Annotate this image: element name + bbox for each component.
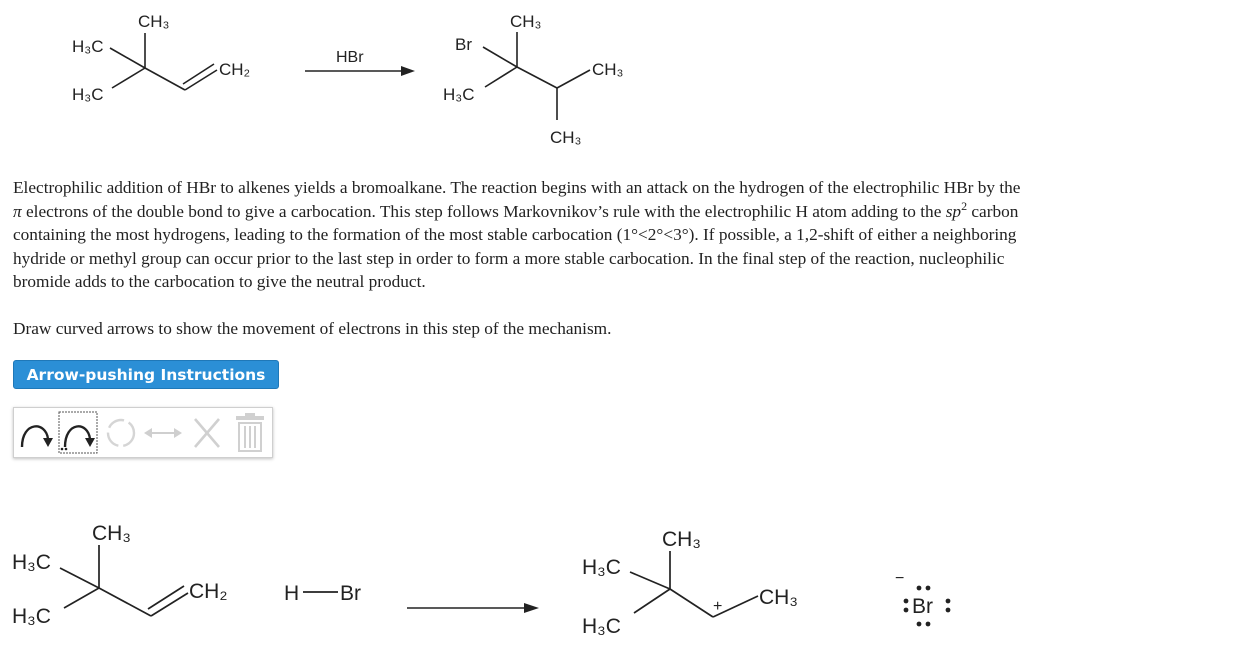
reactant-left-methyl-bottom: H₃C xyxy=(72,85,104,104)
mechanism-canvas[interactable] xyxy=(0,505,1236,660)
step-product-left-methyl-bottom[interactable]: H₃C xyxy=(582,615,621,638)
pi-symbol: π xyxy=(13,201,22,221)
product-bromine: Br xyxy=(455,35,472,54)
description-line-3: containing the most hydrogens, leading to the formation of the most stable carbocation (1°<2°<3°). If possible, a 1,2-shift of either a neighboring xyxy=(13,225,1017,244)
arrow-pushing-instructions-button[interactable]: Arrow-pushing Instructions xyxy=(13,360,279,389)
product-bottom-methyl: CH₃ xyxy=(550,128,582,147)
step-product-top-methyl[interactable]: CH₃ xyxy=(662,528,701,551)
step-reactant-alkene-end[interactable]: CH₂ xyxy=(189,580,228,603)
rotate-icon[interactable] xyxy=(102,411,140,454)
delete-x-icon[interactable] xyxy=(189,411,225,454)
step-product-charge: + xyxy=(713,598,723,615)
reactant-top-methyl: CH₃ xyxy=(138,12,170,31)
description-line-5: bromide adds to the carbocation to give the neutral product. xyxy=(13,272,426,291)
description-line-4: hydride or methyl group can occur prior to the last step in order to form a more stable carbocation. In the final step of the reaction, nucleophilic xyxy=(13,248,1005,268)
reactant-bonds xyxy=(110,33,217,90)
sp-superscript: 2 xyxy=(961,198,968,213)
step-product-bonds xyxy=(630,551,758,617)
trash-icon[interactable] xyxy=(232,411,268,454)
single-headed-curved-arrow-icon[interactable] xyxy=(58,411,98,454)
reaction-arrow-head xyxy=(401,66,415,76)
product-right-methyl: CH₃ xyxy=(592,60,624,79)
reaction-scheme xyxy=(0,0,660,160)
reaction-scheme-svg xyxy=(0,0,660,160)
arrow-toolbar xyxy=(13,407,273,458)
double-headed-curved-arrow-icon[interactable] xyxy=(16,411,56,454)
sp-label: sp xyxy=(945,201,962,221)
instruction-text: Draw curved arrows to show the movement of electrons in this step of the mechanism. xyxy=(13,319,612,338)
step-reaction-arrow-head xyxy=(524,603,539,613)
step-hbr-bromine[interactable]: Br xyxy=(340,582,361,605)
step-reactant-bonds xyxy=(60,545,188,616)
step-bromide-symbol[interactable]: Br xyxy=(912,595,933,618)
mechanism-svg xyxy=(0,505,1236,660)
step-product-right-methyl[interactable]: CH₃ xyxy=(759,586,798,609)
step-product-left-methyl-top[interactable]: H₃C xyxy=(582,556,621,579)
reactant-alkene-end: CH₂ xyxy=(219,60,251,79)
resize-arrow-icon[interactable] xyxy=(142,411,184,454)
step-reactant-top-methyl[interactable]: CH₃ xyxy=(92,522,131,545)
step-bromide-charge: − xyxy=(895,570,905,587)
description-line-1: Electrophilic addition of HBr to alkenes yields a bromoalkane. The reaction begins with an attack on the hydrogen of the electrophilic HBr by the xyxy=(13,178,1021,197)
step-hbr-hydrogen[interactable]: H xyxy=(284,582,300,605)
reactant-left-methyl-top: H₃C xyxy=(72,37,104,56)
description-line-2: π electrons of the double bond to give a carbocation. This step follows Markovnikov’s rule with the electrophilic H atom adding to the $sp^2$ carbon xyxy=(13,198,1019,221)
reagent-label: HBr xyxy=(336,49,364,66)
step-reactant-left-methyl-top[interactable]: H₃C xyxy=(12,551,51,574)
step-reactant-left-methyl-bottom[interactable]: H₃C xyxy=(12,605,51,628)
product-left-methyl: H₃C xyxy=(443,85,475,104)
product-top-methyl: CH₃ xyxy=(510,12,542,31)
description-paragraph xyxy=(13,176,1208,294)
product-bonds xyxy=(483,32,590,120)
